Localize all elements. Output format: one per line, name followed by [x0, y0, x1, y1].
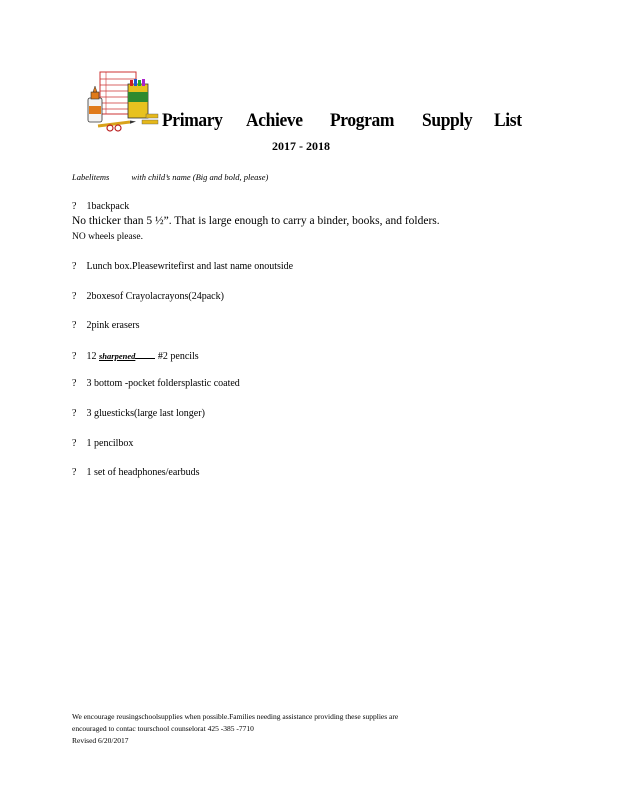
footer-line: We encourage reusingschoolsupplies when possible.Families needing assistance providing these supplies are	[72, 712, 399, 721]
title-word: Achieve	[246, 110, 303, 131]
supply-item	[72, 349, 199, 362]
title-word: Supply	[422, 110, 473, 131]
item-text: 3 gluesticks(large last longer)	[86, 408, 205, 419]
title-word: Primary	[162, 110, 223, 131]
item-text: #2 pencils	[157, 351, 199, 362]
item-emphasis: sharpened	[99, 351, 136, 361]
backpack-note-wheels: NO wheels please.	[72, 232, 143, 242]
footer-note	[72, 711, 522, 747]
instruction-detail: with child’s name (Big and bold, please)	[131, 172, 269, 182]
bullet-icon: ?	[72, 291, 77, 302]
item-text: 3 bottom -pocket foldersplastic coated	[86, 378, 240, 389]
item-text: 1 pencilbox	[86, 438, 134, 449]
item-text: 1 set of headphones/earbuds	[86, 467, 200, 478]
bullet-icon: ?	[72, 261, 77, 272]
supply-item	[72, 467, 200, 478]
item-text: 1backpack	[86, 201, 130, 212]
underline-blank	[135, 349, 155, 359]
item-count: 12	[86, 351, 97, 362]
title-word: List	[494, 110, 522, 131]
backpack-note: No thicker than 5 ½”. That is large enough to carry a binder, books, and folders.	[72, 215, 440, 227]
bullet-icon: ?	[72, 378, 77, 389]
bullet-icon: ?	[72, 201, 77, 212]
page-title	[162, 110, 522, 136]
supply-item	[72, 438, 133, 449]
supply-item	[72, 291, 224, 302]
title-word: Program	[330, 110, 395, 131]
label-instruction	[72, 172, 268, 182]
item-text: Lunch box.Pleasewritefirst and last name onoutside	[86, 261, 294, 272]
item-text: 2boxesof Crayolacrayons(24pack)	[86, 291, 224, 302]
footer-line: encouraged to contac tourschool counselorat 425 -385 -7710	[72, 724, 254, 733]
bullet-icon: ?	[72, 467, 77, 478]
bullet-icon: ?	[72, 320, 77, 331]
supply-item-backpack	[72, 201, 129, 212]
bullet-icon: ?	[72, 438, 77, 449]
supply-item	[72, 378, 240, 389]
supply-item	[72, 320, 140, 331]
instruction-label: Labelitems	[72, 172, 110, 182]
revision-date: Revised 6/20/2017	[72, 736, 129, 745]
supply-item	[72, 261, 293, 272]
school-supplies-clipart	[84, 70, 160, 132]
bullet-icon: ?	[72, 351, 77, 362]
supply-item	[72, 408, 205, 419]
school-year: 2017 - 2018	[272, 139, 330, 153]
item-text: 2pink erasers	[86, 320, 140, 331]
bullet-icon: ?	[72, 408, 77, 419]
